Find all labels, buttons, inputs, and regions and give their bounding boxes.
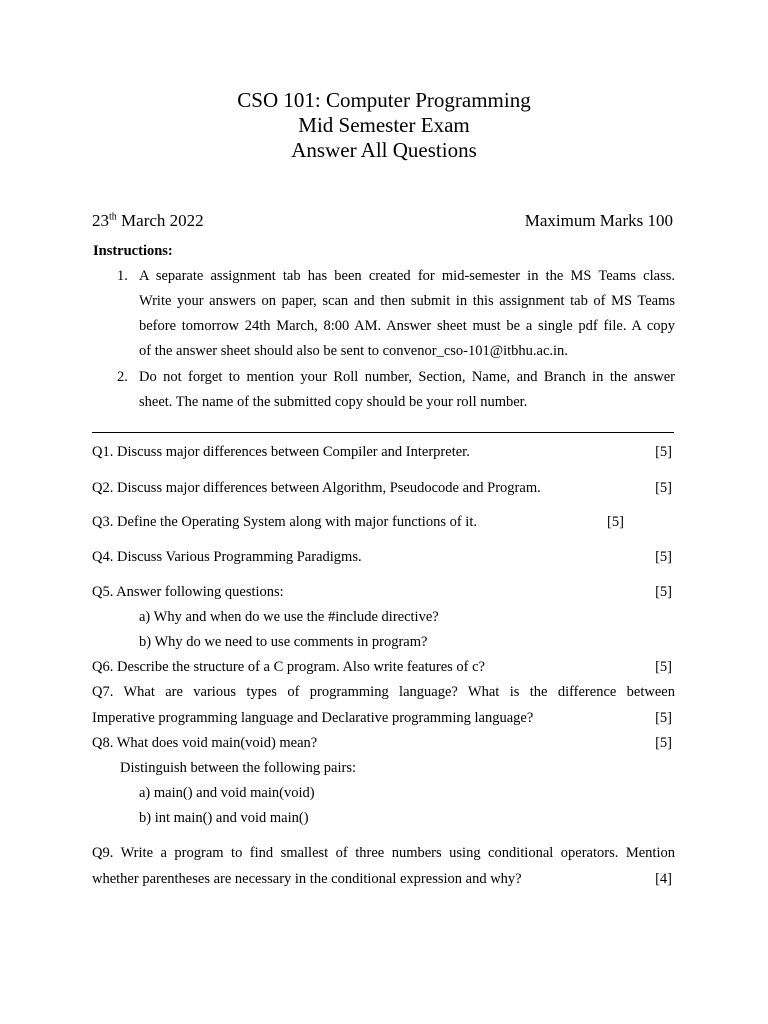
question-9-marks: [4] bbox=[655, 871, 672, 887]
question-1: Q1. Discuss major differences between Compiler and Interpreter. bbox=[92, 444, 470, 460]
instruction-line: before tomorrow 24th March, 8:00 AM. Answer sheet must be a single pdf file. A copy bbox=[139, 318, 675, 334]
question-5-sub-a: a) Why and when do we use the #include directive? bbox=[139, 609, 439, 625]
question-1-marks: [5] bbox=[655, 444, 672, 460]
question-4: Q4. Discuss Various Programming Paradigms. bbox=[92, 549, 362, 565]
question-2-marks: [5] bbox=[655, 480, 672, 496]
exam-date bbox=[92, 211, 204, 231]
instruction-line: Write your answers on paper, scan and then submit in this assignment tab of MS Teams bbox=[139, 293, 675, 309]
max-marks: Maximum Marks 100 bbox=[524, 211, 673, 230]
question-3-marks: [5] bbox=[607, 514, 624, 530]
question-6: Q6. Describe the structure of a C program. Also write features of c? bbox=[92, 659, 485, 675]
question-6-marks: [5] bbox=[655, 659, 672, 675]
question-5-sub-b: b) Why do we need to use comments in program? bbox=[139, 634, 428, 650]
question-8-sub-b: b) int main() and void main() bbox=[139, 810, 309, 826]
instruction-line: Do not forget to mention your Roll number, Section, Name, and Branch in the answer bbox=[139, 369, 675, 385]
instruction-line: A separate assignment tab has been created for mid-semester in the MS Teams class. bbox=[139, 268, 675, 284]
question-5-marks: [5] bbox=[655, 584, 672, 600]
question-7-line-1: Q7. What are various types of programming language? What is the difference between bbox=[92, 684, 675, 700]
date-suffix: th bbox=[109, 211, 117, 223]
section-divider bbox=[92, 432, 674, 433]
question-8-distinguish: Distinguish between the following pairs: bbox=[120, 760, 356, 776]
instruction-line: sheet. The name of the submitted copy should be your roll number. bbox=[139, 394, 528, 410]
question-8-sub-a: a) main() and void main(void) bbox=[139, 785, 315, 801]
question-8: Q8. What does void main(void) mean? bbox=[92, 735, 318, 751]
exam-title: Mid Semester Exam bbox=[298, 113, 470, 137]
question-7-marks: [5] bbox=[655, 710, 672, 726]
question-5: Q5. Answer following questions: bbox=[92, 584, 284, 600]
question-7-line-2: Imperative programming language and Declarative programming language? bbox=[92, 710, 534, 726]
instruction-number: 2. bbox=[117, 369, 128, 385]
date-rest: March 2022 bbox=[116, 211, 204, 230]
question-9-line-2: whether parentheses are necessary in the conditional expression and why? bbox=[92, 871, 522, 887]
answer-all-title: Answer All Questions bbox=[291, 138, 477, 162]
course-title: CSO 101: Computer Programming bbox=[237, 88, 531, 112]
instruction-number: 1. bbox=[117, 268, 128, 284]
instructions-heading: Instructions: bbox=[93, 243, 173, 259]
question-2: Q2. Discuss major differences between Algorithm, Pseudocode and Program. bbox=[92, 480, 541, 496]
date-day: 23 bbox=[92, 211, 109, 230]
question-4-marks: [5] bbox=[655, 549, 672, 565]
instruction-line: of the answer sheet should also be sent to convenor_cso-101@itbhu.ac.in. bbox=[139, 343, 568, 359]
question-9-line-1: Q9. Write a program to find smallest of three numbers using conditional operators. Mention bbox=[92, 845, 675, 861]
question-8-marks: [5] bbox=[655, 735, 672, 751]
question-3: Q3. Define the Operating System along with major functions of it. bbox=[92, 514, 477, 530]
